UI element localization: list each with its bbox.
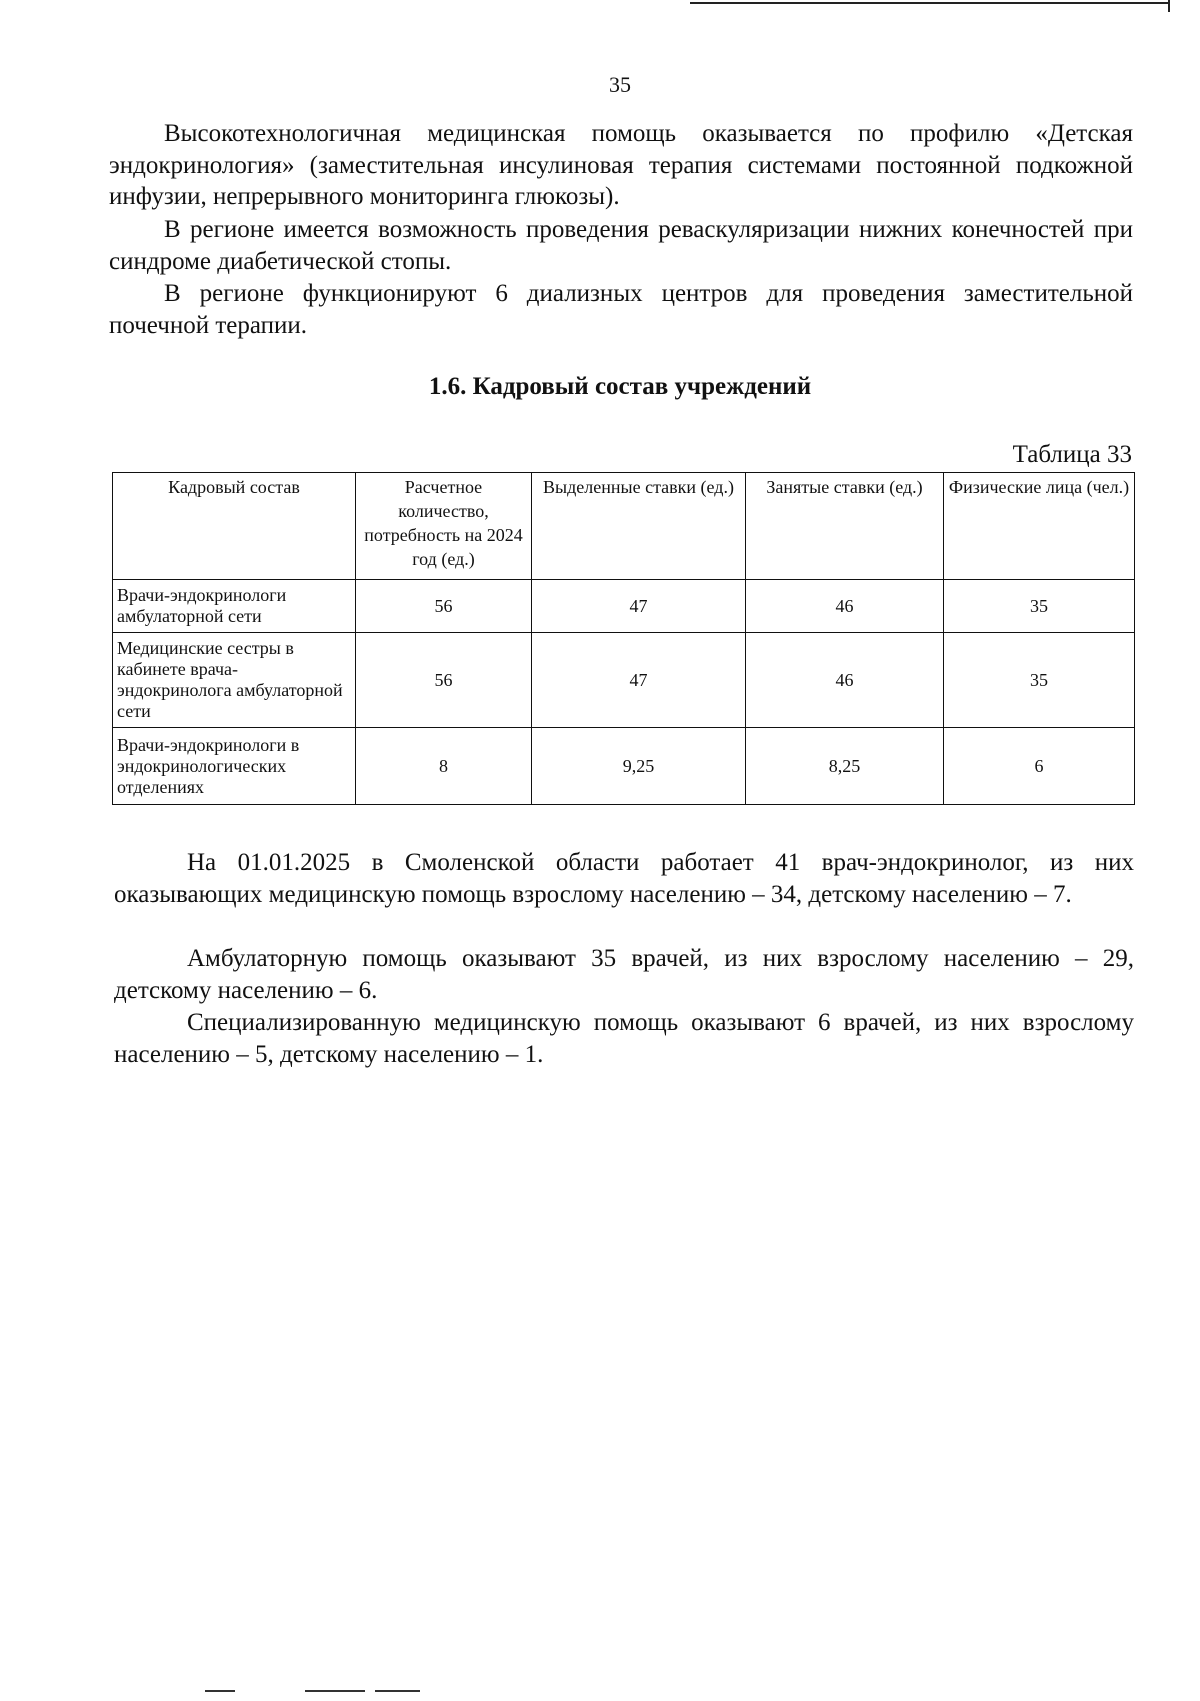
header-staff-composition: Кадровый состав [113,473,356,580]
table-caption: Таблица 33 [1012,441,1132,468]
row-label: Врачи-эндокринологи в эндокринологических отделениях [113,728,356,805]
cell-allocated-positions: 9,25 [532,728,746,805]
cell-estimated-need: 56 [356,580,532,633]
row-label: Медицинские сестры в кабинете врача-эндокринолога амбулаторной сети [113,633,356,728]
cell-individuals: 6 [944,728,1135,805]
page-number: 35 [609,72,631,97]
header-allocated-positions: Выделенные ставки (ед.) [532,473,746,580]
table-row [113,633,1135,728]
scan-bottom-mark [375,1690,420,1692]
paragraph-specialized-care: Специализированную медицинскую помощь оказывают 6 врачей, из них взрослому населению – 5, детскому населению – 1. [114,1009,1134,1068]
scan-bottom-mark [205,1690,235,1692]
row-label: Врачи-эндокринологи амбулаторной сети [113,580,356,633]
header-individuals: Физические лица (чел.) [944,473,1135,580]
cell-allocated-positions: 47 [532,633,746,728]
paragraph-endocrinologist-count: На 01.01.2025 в Смоленской области работает 41 врач-эндокринолог, из них оказывающих медицинскую помощь взрослому населению – 34, детскому населению – 7. [114,849,1134,908]
cell-individuals: 35 [944,633,1135,728]
paragraph-hightech-care: Высокотехнологичная медицинская помощь оказывается по профилю «Детская эндокринология» (заместительная инсулиновая терапия системами постоянной подкожной инфузии, непрерывного мониторинга глюкозы). [109,120,1133,210]
cell-occupied-positions: 8,25 [746,728,944,805]
table-row [113,580,1135,633]
scan-bottom-mark [305,1690,365,1692]
table-row [113,728,1135,805]
scan-edge-line [690,2,1170,4]
cell-individuals: 35 [944,580,1135,633]
paragraph-outpatient-care: Амбулаторную помощь оказывают 35 врачей, из них взрослому населению – 29, детскому населению – 6. [114,945,1134,1004]
section-heading: 1.6. Кадровый состав учреждений [428,373,812,400]
scan-edge-mark [1168,0,1170,12]
cell-estimated-need: 8 [356,728,532,805]
staff-table [112,472,1135,805]
cell-allocated-positions: 47 [532,580,746,633]
table-header-row [113,473,1135,580]
header-estimated-need: Расчетное количество, потребность на 2024 год (ед.) [356,473,532,580]
cell-occupied-positions: 46 [746,580,944,633]
paragraph-revascularization: В регионе имеется возможность проведения реваскуляризации нижних конечностей при синдроме диабетической стопы. [109,216,1133,275]
cell-occupied-positions: 46 [746,633,944,728]
paragraph-dialysis-centers: В регионе функционируют 6 диализных центров для проведения заместительной почечной терапии. [109,280,1133,339]
cell-estimated-need: 56 [356,633,532,728]
header-occupied-positions: Занятые ставки (ед.) [746,473,944,580]
